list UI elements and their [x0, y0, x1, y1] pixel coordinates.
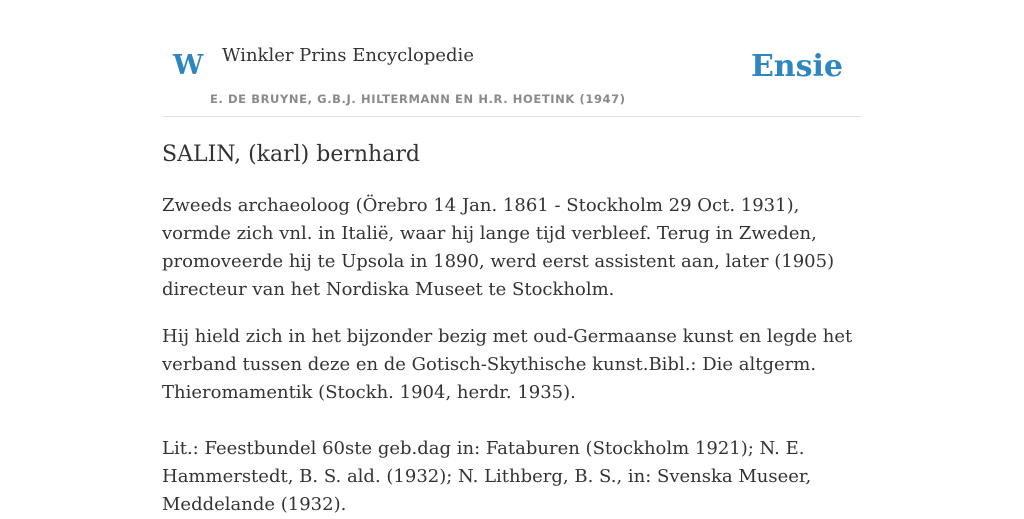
encyclopedia-title[interactable]: Winkler Prins Encyclopedie — [222, 45, 474, 66]
article — [162, 140, 862, 519]
article-title: SALIN, (karl) bernhard — [162, 142, 420, 167]
site-header — [162, 30, 862, 117]
winkler-prins-logo[interactable]: W — [173, 50, 204, 81]
article-literature: Lit.: Feestbundel 60ste geb.dag in: Fataburen (Stockholm 1921); N. E. Hammerstedt, B. S. ald. (1932); N. Lithberg, B. S., in: Svenska Museer, Meddelande (1932). — [162, 438, 812, 515]
encyclopedia-authors: E. DE BRUYNE, G.B.J. HILTERMANN EN H.R. HOETINK (1947) — [210, 92, 626, 106]
ensie-brand-link[interactable]: Ensie — [750, 49, 843, 84]
article-paragraph: Zweeds archaeoloog (Örebro 14 Jan. 1861 - Stockholm 29 Oct. 1931), vormde zich vnl. in Italië, waar hij lange tijd verbleef. Terug in Zweden, promoveerde hij te Upsola in 1890, werd eerst assistent aan, later (1905) directeur van het Nordiska Museet te Stockholm. — [162, 195, 835, 300]
article-paragraph: Hij hield zich in het bijzonder bezig met oud-Germaanse kunst en legde het verband tussen deze en de Gotisch-Skythische kunst.Bibl.: Die altgerm. Thieromamentik (Stockh. 1904, herdr. 1935). — [162, 326, 853, 403]
